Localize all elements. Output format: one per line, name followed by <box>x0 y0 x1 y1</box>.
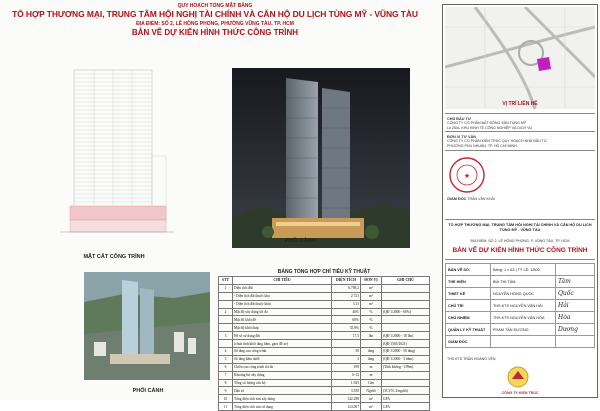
signature-person: NGUYỄN HỒNG QUỐC <box>491 288 556 300</box>
drawing-title: BẢN VẼ DỰ KIẾN HÌNH THỨC CÔNG TRÌNH <box>452 247 588 254</box>
spec-row <box>219 403 430 411</box>
designer-name: TRẦN VĂN KHẢI <box>467 197 495 201</box>
investor-name: CÔNG TY CỔ PHẦN BẤT ĐỘNG SẢN TÙNG MỸ <box>447 121 527 126</box>
section-drawing <box>56 60 176 246</box>
company-logo-text: CÔNG TY KIẾN TRÚC <box>501 391 539 395</box>
spec-cell-area: 142.298 <box>332 395 361 403</box>
company-logo-icon <box>503 365 533 391</box>
spec-cell-criteria: Khoảng lùi xây dựng <box>233 371 332 379</box>
signature-mark: Hải <box>556 300 595 312</box>
signature-mark: Quốc <box>556 288 595 300</box>
signature-role: THỂ HIỆN <box>446 276 491 288</box>
signature-role: QUẢN LÝ KỸ THUẬT <box>446 324 491 336</box>
spec-cell-criteria: Chiều cao công trình tối đa <box>233 363 332 371</box>
spec-cell-unit <box>361 340 382 348</box>
spec-table <box>218 268 430 411</box>
signature-row <box>446 264 595 276</box>
signature-person: Bảng: 1 x A3 | TỶ LỆ: 1/500 <box>491 264 556 276</box>
spec-cell-unit: m <box>361 371 382 379</box>
spec-cell-stt: 9 <box>219 387 233 395</box>
spec-header-note: GHI CHÚ <box>382 277 430 285</box>
perspective-render-aerial <box>84 272 210 380</box>
signature-person: THS.KTS NGUYỄN VĂN HÒA <box>491 312 556 324</box>
signature-role: CHỦ NHIỆM <box>446 312 491 324</box>
spec-cell-unit: m² <box>361 284 382 292</box>
spec-cell-unit: % <box>361 324 382 332</box>
designer-label: GIÁM ĐỐC <box>447 197 467 201</box>
title-block <box>442 4 598 398</box>
location-map-drawing <box>445 7 595 109</box>
signature-table <box>445 263 595 348</box>
section-caption: MẶT CẮT CÔNG TRÌNH <box>83 254 145 260</box>
spec-cell-note: GFA <box>382 395 430 403</box>
signature-mark <box>556 336 595 348</box>
spec-cell-note <box>382 292 430 300</box>
signature-mark <box>556 264 595 276</box>
spec-cell-area: 3 <box>332 355 361 363</box>
signature-mark: Hòa <box>556 312 595 324</box>
signature-role: CHỦ TRÌ <box>446 300 491 312</box>
spec-header-area: DIỆN TÍCH <box>332 277 361 285</box>
spec-cell-stt <box>219 300 233 308</box>
project-address: ĐỊA ĐIỂM: SỐ 2, LÊ HỒNG PHONG, P. VŨNG TÀU, TP. HCM <box>470 239 570 243</box>
spec-cell-note: (QĐ 1/2000 - 50 tầng) <box>382 348 430 356</box>
spec-cell-note: (3CVN, 2/người) <box>382 387 430 395</box>
spec-row <box>219 355 430 363</box>
spec-cell-stt: 8 <box>219 379 233 387</box>
spec-cell-area: 6-12 <box>332 371 361 379</box>
spec-cell-criteria: Mật độ xây dựng tối đa <box>233 308 332 316</box>
spec-cell-note <box>382 324 430 332</box>
spec-cell-stt: 2 <box>219 308 233 316</box>
header-subtitle: BẢN VẼ DỰ KIẾN HÌNH THỨC CÔNG TRÌNH <box>131 28 299 37</box>
spec-cell-stt <box>219 324 233 332</box>
spec-row <box>219 340 430 348</box>
spec-cell-unit: m² <box>361 403 382 411</box>
spec-cell-note <box>382 379 430 387</box>
consultant-address: PHƯỜNG PHÚ NHUẬN, TP. HỒ CHÍ MINH <box>447 143 517 148</box>
spec-cell-note <box>382 371 430 379</box>
spec-row <box>219 379 430 387</box>
spec-cell-criteria: Mật độ khối đế <box>233 316 332 324</box>
spec-cell-criteria: Tổng số lượng căn hộ <box>233 379 332 387</box>
signature-mark: Tâm <box>556 276 595 288</box>
spec-cell-area: 124.007 <box>332 403 361 411</box>
spec-cell-unit: % <box>361 308 382 316</box>
spec-cell-area: 3.13 <box>332 300 361 308</box>
signature-row <box>446 336 595 348</box>
header-title: TỔ HỢP THƯƠNG MẠI, TRUNG TÂM HỘI NGHỊ TÀI CHÍNH VÀ CĂN HỘ DU LỊCH TÙNG MỸ - VŨNG TÀU <box>12 9 418 19</box>
signature-role: THIẾT KẾ <box>446 288 491 300</box>
spec-row <box>219 292 430 300</box>
spec-cell-stt: 10 <box>219 395 233 403</box>
spec-table-body <box>219 284 430 410</box>
spec-cell-area: 6.789,2 <box>332 284 361 292</box>
spec-cell-area: 3.550 <box>332 387 361 395</box>
svg-text:★: ★ <box>463 172 471 180</box>
signature-row <box>446 276 595 288</box>
spec-header-row <box>219 277 430 285</box>
signature-person: THS.KTS NGUYỄN VĂN HẢI <box>491 300 556 312</box>
signature-role: BẢN VẼ SỐ: <box>446 264 491 276</box>
spec-cell-unit: tầng <box>361 348 382 356</box>
spec-cell-criteria: Tổng diện tích sàn xây dựng <box>233 395 332 403</box>
spec-cell-note: (QĐ 1565/2021) <box>382 340 430 348</box>
consultant-block <box>447 135 593 148</box>
spec-cell-stt: 6 <box>219 363 233 371</box>
spec-cell-criteria: Mật độ khối tháp <box>233 324 332 332</box>
signature-row <box>446 312 595 324</box>
header-overline: QUY HOẠCH TỔNG MẶT BẰNG <box>177 3 253 9</box>
designer-block <box>447 197 593 201</box>
spec-table-title: BẢNG TỔNG HỢP CHỈ TIÊU KỸ THUẬT <box>277 269 371 275</box>
spec-row <box>219 395 430 403</box>
spec-cell-unit: Người <box>361 387 382 395</box>
spec-cell-stt: 1 <box>219 284 233 292</box>
spec-row <box>219 363 430 371</box>
spec-cell-criteria: Diện tích đất <box>233 284 332 292</box>
signature-role: GIÁM ĐỐC <box>446 336 491 348</box>
spec-cell-unit: Căn <box>361 379 382 387</box>
spec-cell-stt: 3 <box>219 332 233 340</box>
spec-cell-area: 35,8% <box>332 324 361 332</box>
director-name: THS.KTS TRẦN HOÀNG VỆN <box>447 357 496 361</box>
spec-cell-stt: 11 <box>219 403 233 411</box>
signature-person <box>491 336 556 348</box>
spec-cell-stt <box>219 316 233 324</box>
investor-label: CHỦ ĐẦU TƯ <box>447 117 472 121</box>
spec-row <box>219 332 430 340</box>
consultant-stamp-icon <box>447 155 487 195</box>
spec-cell-note <box>382 300 430 308</box>
perspective-caption-top: PHỐI CẢNH <box>284 238 316 244</box>
spec-cell-criteria: Số tầng hầm dưới <box>233 355 332 363</box>
spec-cell-stt: 4 <box>219 348 233 356</box>
spec-cell-area: 50 <box>332 348 361 356</box>
spec-cell-note <box>382 284 430 292</box>
spec-cell-stt <box>219 340 233 348</box>
location-map <box>445 7 595 109</box>
spec-header-criteria: CHỈ TIÊU <box>233 277 332 285</box>
divider <box>445 131 595 132</box>
investor-address: Lô 26/A, KHU KINH TẾ CÔNG NGHIỆP VÀ DỊCH VỤ <box>447 125 533 130</box>
spec-cell-note: GFA <box>382 403 430 411</box>
spec-table-grid <box>218 276 430 411</box>
spec-cell-unit: m <box>361 363 382 371</box>
signature-person: PHẠM TẤN DƯƠNG <box>491 324 556 336</box>
spec-cell-note <box>382 316 430 324</box>
consultant-label: ĐƠN VỊ TƯ VẤN <box>447 135 476 139</box>
spec-cell-unit: m² <box>361 395 382 403</box>
spec-cell-criteria: Hệ số sử dụng đất <box>233 332 332 340</box>
spec-cell-unit: tầng <box>361 355 382 363</box>
spec-cell-unit: m² <box>361 300 382 308</box>
spec-cell-unit: lần <box>361 332 382 340</box>
spec-row <box>219 284 430 292</box>
spec-header-unit: ĐƠN VỊ <box>361 277 382 285</box>
spec-row <box>219 387 430 395</box>
spec-cell-unit: m² <box>361 292 382 300</box>
signature-person: BÙI THỊ TÂM <box>491 276 556 288</box>
spec-header-stt: STT <box>219 277 233 285</box>
spec-cell-unit: % <box>361 316 382 324</box>
spec-cell-area: 199 <box>332 363 361 371</box>
signature-mark: Dương <box>556 324 595 336</box>
perspective-render-night <box>232 68 410 248</box>
divider <box>445 259 595 260</box>
spec-cell-stt: 7 <box>219 371 233 379</box>
spec-cell-area: 2.721 <box>332 292 361 300</box>
signature-row <box>446 288 595 300</box>
spec-cell-criteria: Dân số <box>233 387 332 395</box>
spec-cell-criteria: - Diện tích đất thuộc khu <box>233 292 332 300</box>
signature-table-body <box>446 264 595 348</box>
consultant-name: CÔNG TY CỔ PHẦN KIẾN TRÚC QUY HOẠCH NHÀ ĐẦU TƯ <box>447 139 547 144</box>
spec-cell-area: 1.925 <box>332 379 361 387</box>
spec-cell-criteria: Tổng diện tích sàn sử dụng <box>233 403 332 411</box>
signature-row <box>446 324 595 336</box>
spec-cell-area: 40% <box>332 308 361 316</box>
header-address: ĐỊA ĐIỂM: SỐ 2, LÊ HỒNG PHONG, PHƯỜNG VŨNG TÀU, TP. HCM <box>136 21 294 27</box>
project-title: TỔ HỢP THƯƠNG MẠI, TRUNG TÂM HỘI NGHỊ TÀI CHÍNH VÀ CĂN HỘ DU LỊCH TÙNG MỸ - VŨNG TÀU <box>448 223 592 232</box>
spec-cell-stt: 5 <box>219 355 233 363</box>
perspective-caption-bottom: PHỐI CẢNH <box>132 388 164 394</box>
spec-cell-criteria: Số tầng cao công trình <box>233 348 332 356</box>
spec-row <box>219 316 430 324</box>
divider <box>445 150 595 151</box>
spec-row <box>219 371 430 379</box>
spec-row <box>219 300 430 308</box>
spec-cell-stt <box>219 292 233 300</box>
spec-row <box>219 324 430 332</box>
spec-cell-criteria: - Diện tích đất thuộc khác <box>233 300 332 308</box>
divider <box>445 113 595 114</box>
spec-cell-note: (Tính không - 199m) <box>382 363 430 371</box>
spec-cell-area <box>332 340 361 348</box>
spec-row <box>219 308 430 316</box>
spec-cell-area: 60% <box>332 316 361 324</box>
spec-cell-area: 17,5 <box>332 332 361 340</box>
spec-cell-note: (QĐ 1/2000 - 60%) <box>382 308 430 316</box>
spec-cell-criteria: (chưa tính khối tầng hầm, gara đỗ xe) <box>233 340 332 348</box>
divider <box>445 219 595 220</box>
spec-cell-note: (QĐ 1/2000 - 3 hầm) <box>382 355 430 363</box>
signature-row <box>446 300 595 312</box>
spec-cell-note: (QĐ 1/2000 - 18 lần) <box>382 332 430 340</box>
spec-row <box>219 348 430 356</box>
location-map-caption: VỊ TRÍ LIÊN HỆ <box>502 101 538 107</box>
investor-block <box>447 117 593 130</box>
